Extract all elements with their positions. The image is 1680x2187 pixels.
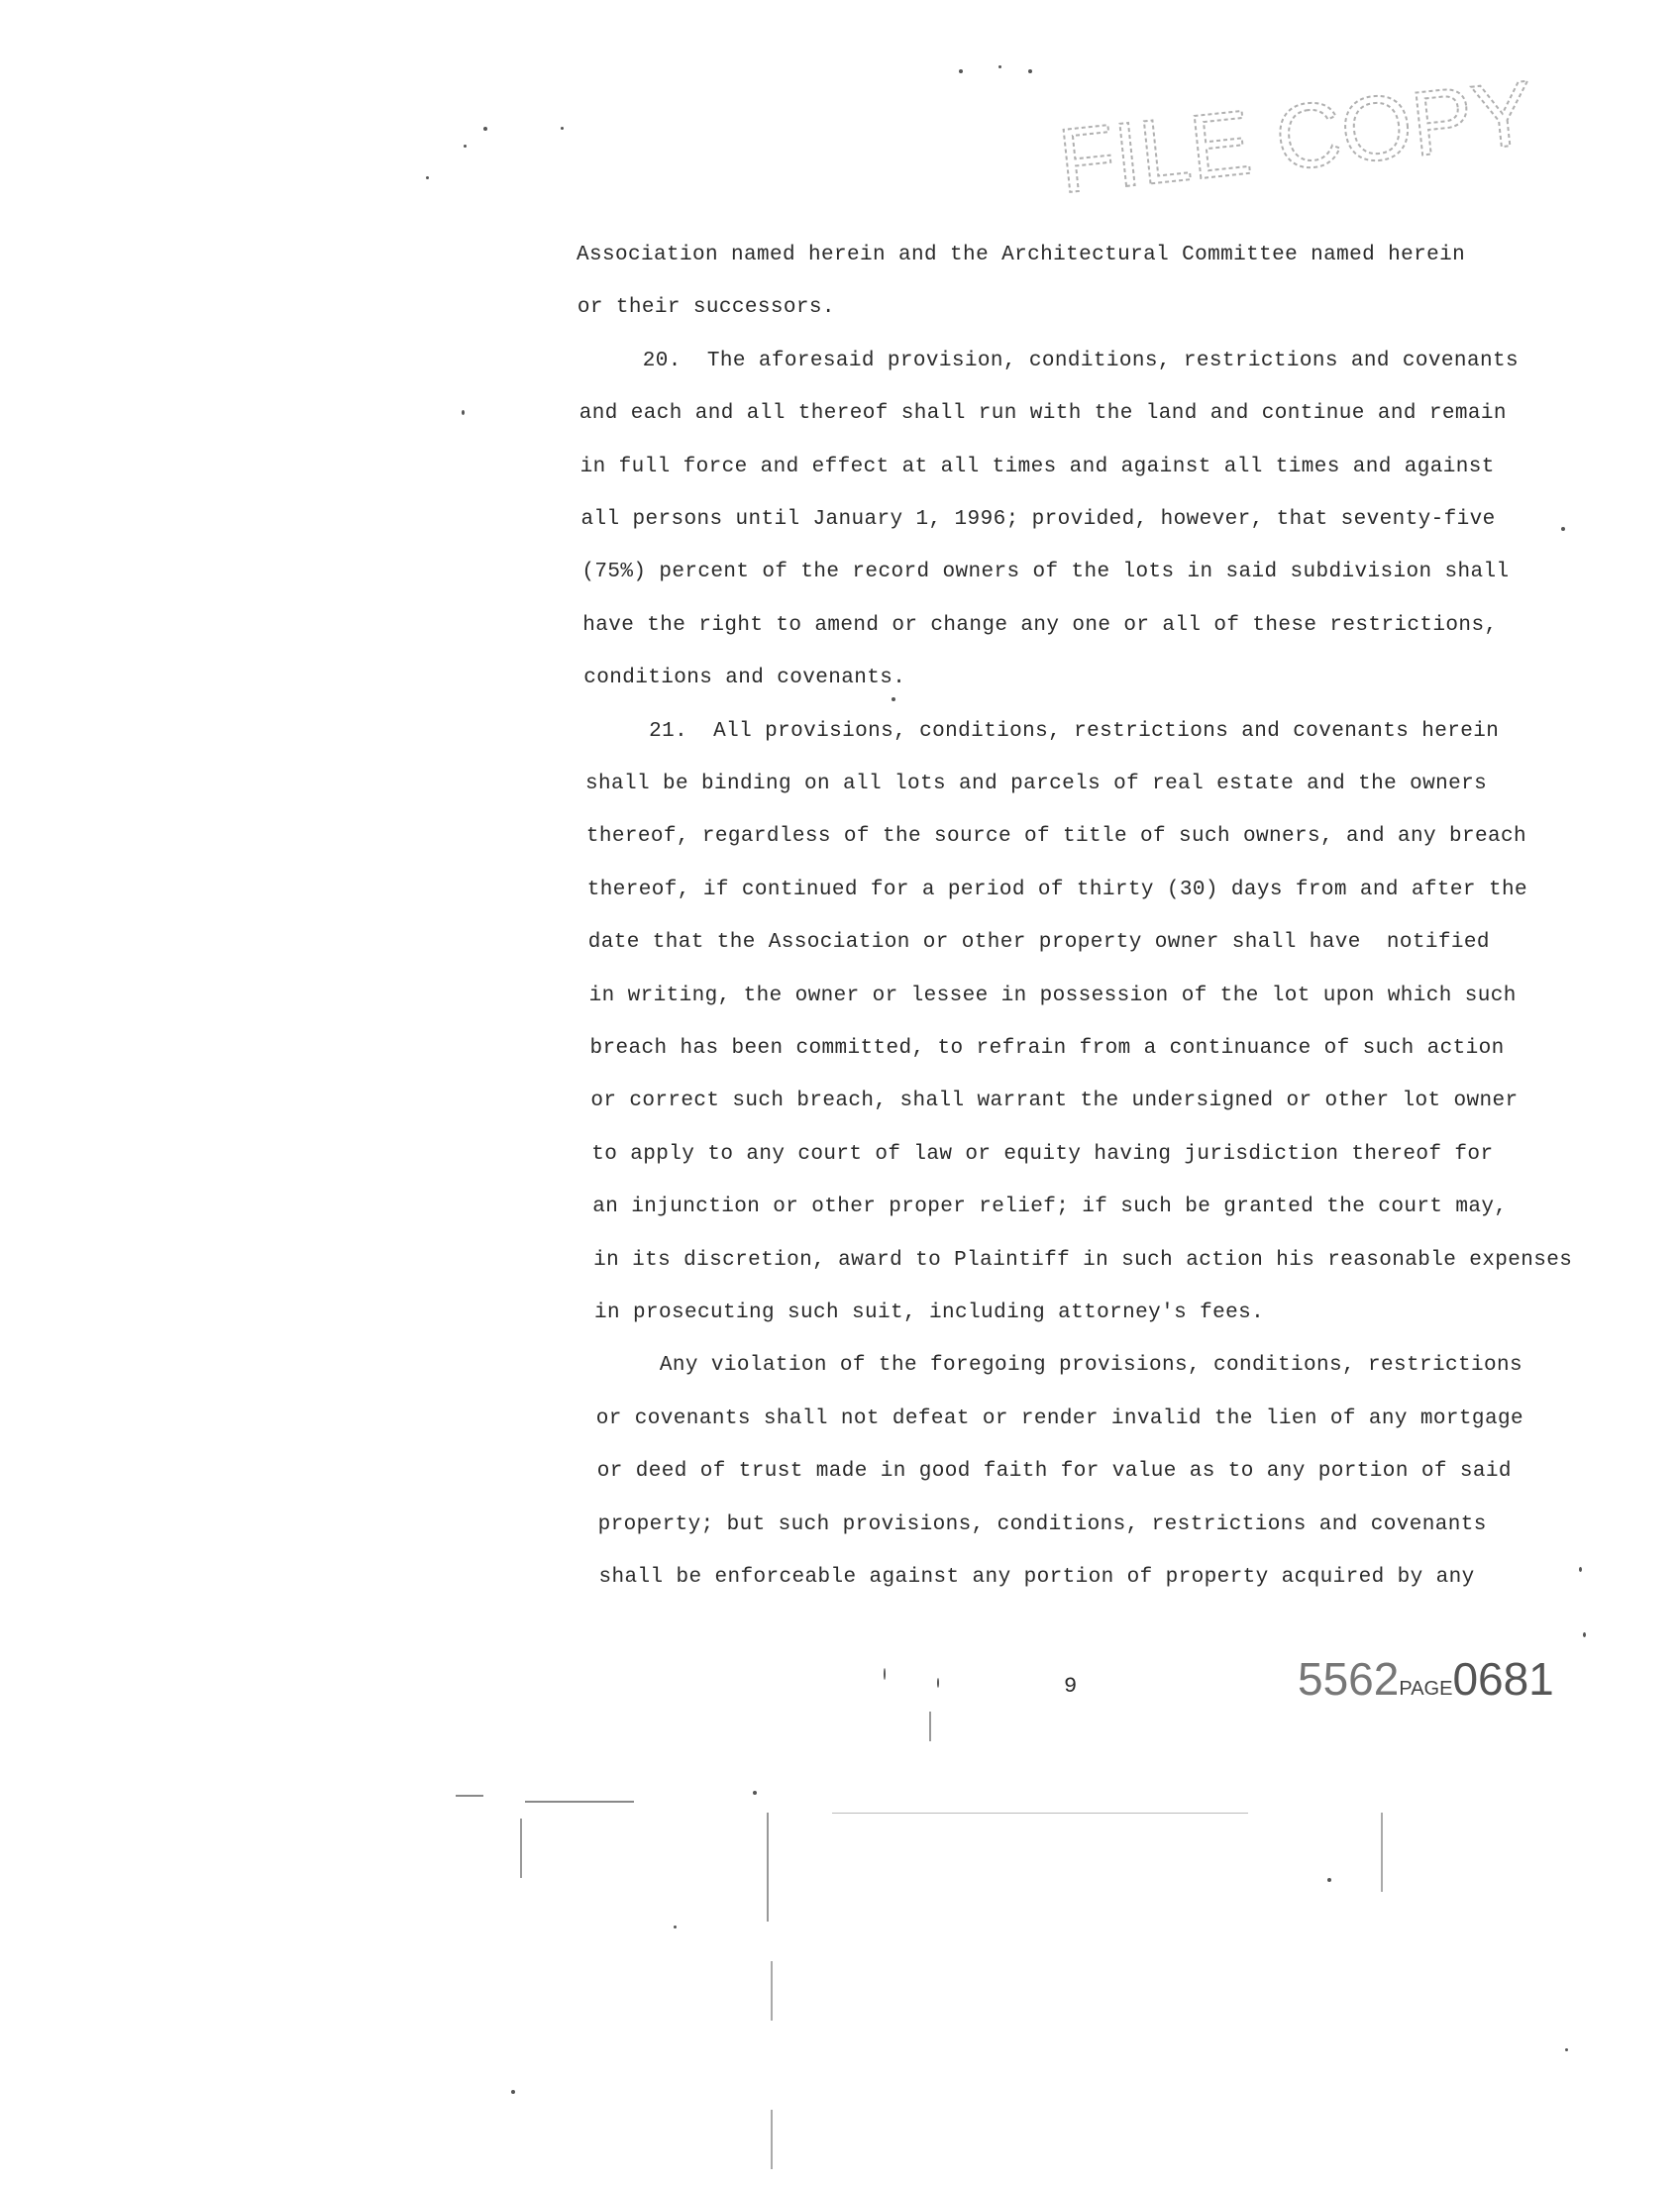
body-line: or covenants shall not defeat or render invalid the lien of any mortgage: [595, 1406, 1523, 1430]
body-line: thereof, regardless of the source of title of such owners, and any breach: [585, 825, 1527, 849]
body-line: or their successors.: [577, 296, 835, 320]
body-line: shall be enforceable against any portion of property acquired by any: [598, 1566, 1475, 1589]
file-copy-stamp: [1048, 61, 1538, 213]
body-line: breach has been committed, to refrain from a continuance of such action: [589, 1037, 1505, 1060]
book-page-number: 0681: [1452, 1653, 1554, 1705]
body-line: in writing, the owner or lessee in possession of the lot upon which such: [588, 984, 1517, 1007]
body-line: thereof, if continued for a period of thirty (30) days from and after the: [586, 878, 1527, 901]
body-line: in prosecuting such suit, including attorney's fees.: [594, 1302, 1265, 1324]
body-line: Association named herein and the Architectural Committee named herein: [577, 244, 1466, 266]
body-line: 21. All provisions, conditions, restrictions and covenants herein: [584, 719, 1500, 743]
book-page-reference: [1298, 1652, 1554, 1706]
body-line: have the right to amend or change any one or all of these restrictions,: [582, 613, 1498, 637]
page-label: PAGE: [1399, 1678, 1453, 1700]
body-line: in its discretion, award to Plaintiff in such action his reasonable expenses: [593, 1248, 1573, 1272]
body-line: property; but such provisions, conditions, restrictions and covenants: [597, 1512, 1487, 1536]
body-line: in full force and effect at all times and against all times and against: [579, 455, 1495, 478]
book-number: 5562: [1298, 1653, 1400, 1705]
body-line: Any violation of the foregoing provisions, conditions, restrictions: [594, 1354, 1523, 1378]
stamp-text: FILE COPY: [1054, 61, 1538, 213]
body-line: conditions and covenants.: [583, 667, 906, 690]
body-line: date that the Association or other property owner shall have notified: [587, 931, 1490, 955]
body-line: an injunction or other proper relief; if such be granted the court may,: [592, 1196, 1508, 1219]
body-line: or correct such breach, shall warrant the undersigned or other lot owner: [590, 1090, 1519, 1113]
body-line: or deed of trust made in good faith for value as to any portion of said: [596, 1460, 1512, 1484]
page-number: 9: [1064, 1674, 1078, 1699]
body-line: shall be binding on all lots and parcels of real estate and the owners: [585, 773, 1488, 795]
body-line: (75%) percent of the record owners of the lots in said subdivision shall: [581, 561, 1510, 584]
body-line: to apply to any court of law or equity having jurisdiction thereof for: [591, 1142, 1494, 1166]
body-line: 20. The aforesaid provision, conditions, restrictions and covenants: [578, 349, 1519, 372]
body-line: all persons until January 1, 1996; provided, however, that seventy-five: [580, 508, 1496, 531]
body-line: and each and all thereof shall run with the land and continue and remain: [578, 402, 1507, 426]
